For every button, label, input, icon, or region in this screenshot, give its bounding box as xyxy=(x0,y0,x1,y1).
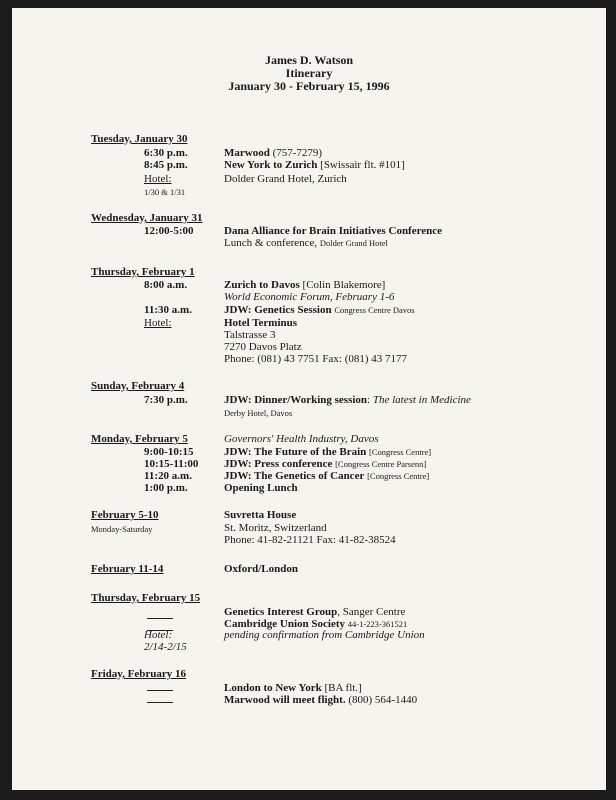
event-title: Dana Alliance for Brain Initiatives Conference xyxy=(224,225,443,237)
day-heading: Tuesday, January 30 xyxy=(91,133,188,145)
event-phone: (800) 564-1440 xyxy=(348,694,418,706)
day-heading: Wednesday, January 31 xyxy=(91,212,203,224)
event-title: Oxford/London xyxy=(224,563,298,575)
event-venue: Derby Hotel, Davos xyxy=(224,408,293,418)
day-heading: Sunday, February 4 xyxy=(91,380,185,392)
doc-name: James D. Watson xyxy=(264,53,354,67)
day-heading: Thursday, February 15 xyxy=(91,592,201,604)
hotel-address: Talstrasse 3 xyxy=(224,329,276,341)
time: 12:00-5:00 xyxy=(144,225,194,237)
doc-dates: January 30 - February 15, 1996 xyxy=(228,79,390,93)
event-note: [Colin Blakemore] xyxy=(302,279,386,291)
time-placeholder xyxy=(147,618,173,619)
event xyxy=(224,394,471,406)
event-title: Zurich to Davos xyxy=(224,279,300,291)
time-placeholder xyxy=(147,690,173,691)
event-title: Genetics Interest Group xyxy=(224,606,338,618)
hotel-name: Hotel Terminus xyxy=(224,317,298,329)
hotel-label: Hotel: xyxy=(144,173,172,185)
event xyxy=(224,694,417,706)
event xyxy=(224,279,385,291)
event-title: Opening Lunch xyxy=(224,482,298,494)
event-colon: : xyxy=(367,394,373,406)
event-note: [Congress Centre] xyxy=(367,471,430,481)
event-title: JDW: Dinner/Working session xyxy=(224,394,368,406)
event-title: Marwood xyxy=(224,147,270,159)
day-heading: February 5-10 xyxy=(91,509,159,521)
event-phone: 44-1-223-361521 xyxy=(347,619,408,629)
event-note: [BA flt.] xyxy=(324,682,362,694)
time-placeholder xyxy=(147,702,173,703)
event-title: Cambridge Union Society xyxy=(224,618,345,630)
time: 9:00-10:15 xyxy=(144,446,194,458)
event-note: (757-7279) xyxy=(272,147,323,159)
hotel-address: St. Moritz, Switzerland xyxy=(224,522,327,534)
hotel-name: Suvretta House xyxy=(224,509,297,521)
time: 7:30 p.m. xyxy=(144,394,188,406)
time: 11:20 a.m. xyxy=(144,470,192,482)
event-title: JDW: The Future of the Brain xyxy=(224,446,367,458)
hotel-phone: Phone: (081) 43 7751 Fax: (081) 43 7177 xyxy=(224,353,408,365)
event-note: Congress Centre Davos xyxy=(334,305,415,315)
event xyxy=(224,458,426,470)
event-detail-text: Lunch & conference, xyxy=(224,237,318,249)
time: 1:00 p.m. xyxy=(144,482,188,494)
event-note: pending confirmation from Cambridge Union xyxy=(224,629,425,641)
time: 8:45 p.m. xyxy=(144,159,188,171)
event xyxy=(224,446,431,458)
time: 10:15-11:00 xyxy=(144,458,199,470)
event-title: Marwood will meet flight. xyxy=(224,694,346,706)
hotel-name: Dolder Grand Hotel, Zurich xyxy=(224,173,347,185)
event xyxy=(224,147,322,159)
event-detail xyxy=(224,237,388,249)
event xyxy=(224,159,405,171)
time: 11:30 a.m. xyxy=(144,304,192,316)
day-heading: Friday, February 16 xyxy=(91,668,187,680)
day-subheading: Monday-Saturday xyxy=(91,524,153,534)
event xyxy=(224,682,362,694)
hotel-phone: Phone: 41-82-21121 Fax: 41-82-38524 xyxy=(224,534,396,546)
hotel-address: 7270 Davos Platz xyxy=(224,341,302,353)
event-subtitle: World Economic Forum, February 1-6 xyxy=(224,291,395,303)
time: 6:30 p.m. xyxy=(144,147,188,159)
hotel-dates: 2/14-2/15 xyxy=(144,641,187,653)
event-venue: Dolder Grand Hotel xyxy=(319,238,388,248)
time: 8:00 a.m. xyxy=(144,279,188,291)
document-page xyxy=(12,8,606,790)
hotel-label: Hotel: xyxy=(144,629,173,641)
doc-title: Itinerary xyxy=(285,66,333,80)
event-title: New York to Zurich xyxy=(224,159,318,171)
day-heading: Thursday, February 1 xyxy=(91,266,195,278)
event-title: JDW: Press conference xyxy=(224,458,333,470)
event xyxy=(224,470,429,482)
event-title: London to New York xyxy=(224,682,322,694)
event-note: [Swissair flt. #101] xyxy=(320,159,405,171)
hotel-label: Hotel: xyxy=(144,317,172,329)
hotel-dates: 1/30 & 1/31 xyxy=(144,187,186,197)
event xyxy=(224,304,415,316)
event-title: JDW: Genetics Session xyxy=(224,304,332,316)
event-note: [Congress Centre] xyxy=(369,447,432,457)
event-title: JDW: The Genetics of Cancer xyxy=(224,470,365,482)
day-heading: Monday, February 5 xyxy=(91,433,188,445)
event-topic: The latest in Medicine xyxy=(372,394,471,406)
event-subtitle: Governors' Health Industry, Davos xyxy=(224,433,379,445)
day-heading: February 11-14 xyxy=(91,563,164,575)
event-note: , Sanger Centre xyxy=(337,606,406,618)
event xyxy=(224,606,405,618)
event-note: [Congress Centre Parsenn] xyxy=(335,459,427,469)
